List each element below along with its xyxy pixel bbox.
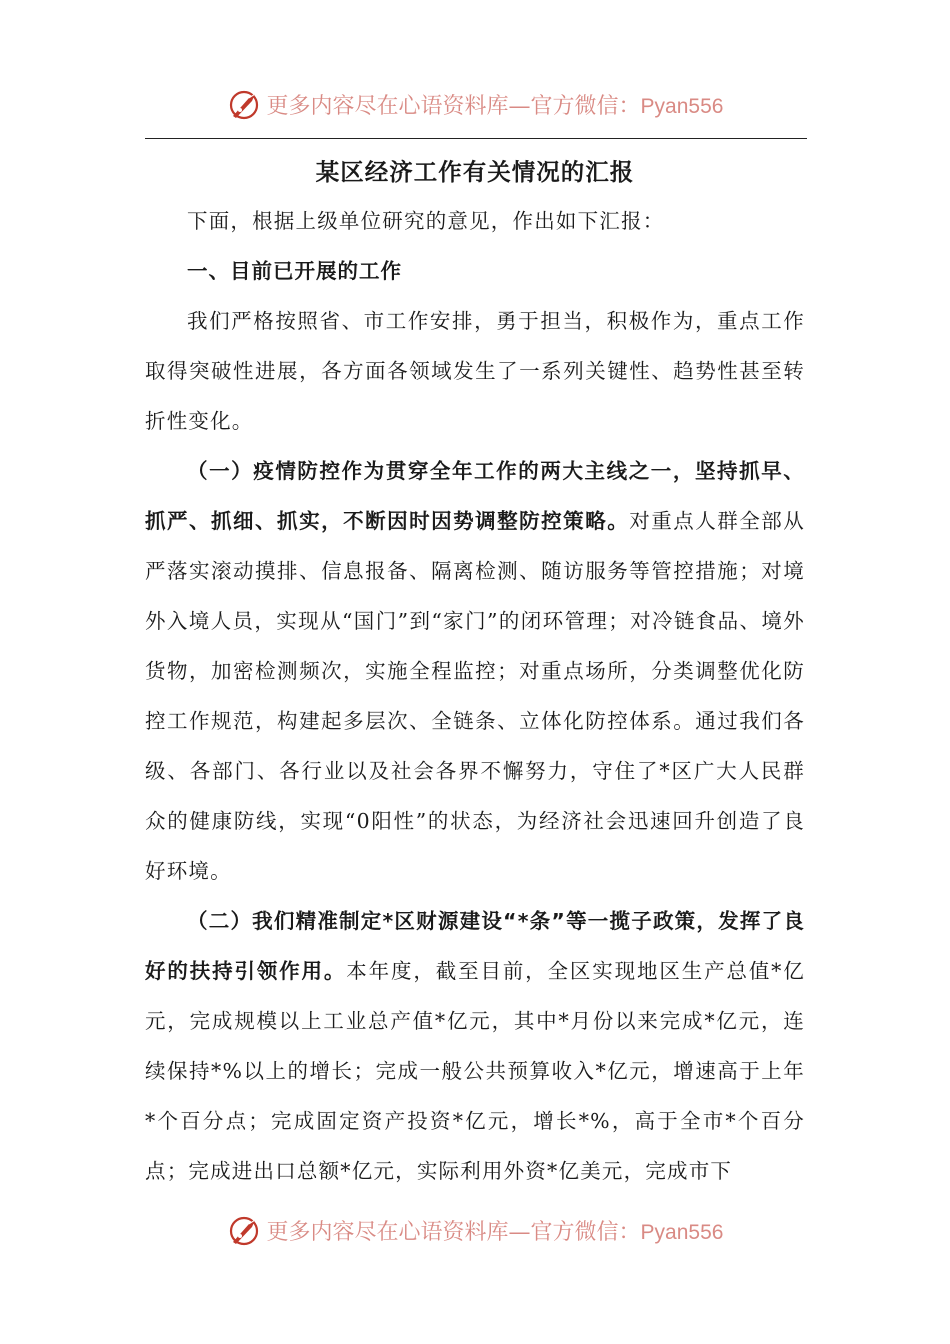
banner-wechat-id: Pyan556	[640, 1220, 724, 1244]
footer-banner	[0, 1208, 950, 1252]
footer-banner-text	[267, 1215, 724, 1246]
header-banner	[0, 82, 950, 126]
section-heading: 一、目前已开展的工作	[187, 259, 402, 283]
pen-nib-circle-icon	[227, 1212, 263, 1248]
document-title: 某区经济工作有关情况的汇报	[315, 158, 635, 186]
item-1-paragraph	[145, 446, 805, 896]
banner-wechat-id: Pyan556	[640, 94, 724, 118]
item-2-paragraph	[145, 896, 805, 1196]
banner-text-cn: 更多内容尽在心语资料库—官方微信：	[266, 93, 641, 119]
item-2-lead: （二）我们精准制定*区财源建设“*条”等一揽子政策，发挥了良好的扶持引领作用。	[145, 909, 805, 983]
item-2-text: 本年度，截至目前，全区实现地区生产总值*亿元，完成规模以上工业总产值*亿元，其中*月份以来完成*亿元，连续保持*%以上的增长；完成一般公共预算收入*亿元，增速高于上年*个百分点；完成固定资产投资*亿元，增长*%，高于全市*个百分点；完成进出口总额*亿元，实际利用外资*亿美元，完成市下	[145, 959, 805, 1183]
header-divider	[145, 138, 807, 139]
paragraph-1: 我们严格按照省、市工作安排，勇于担当，积极作为，重点工作取得突破性进展，各方面各领域发生了一系列关键性、趋势性甚至转折性变化。	[145, 309, 805, 433]
document-body	[145, 148, 805, 1196]
pen-nib-circle-icon	[227, 86, 263, 122]
banner-text-cn: 更多内容尽在心语资料库—官方微信：	[266, 1219, 641, 1245]
item-1-text: 对重点人群全部从严落实滚动摸排、信息报备、隔离检测、随访服务等管控措施；对境外入境人员，实现从“国门”到“家门”的闭环管理；对冷链食品、境外货物，加密检测频次，实施全程监控；对重点场所，分类调整优化防控工作规范，构建起多层次、全链条、立体化防控体系。通过我们各级、各部门、各行业以及社会各界不懈努力，守住了*区广大人民群众的健康防线，实现“0阳性”的状态，为经济社会迅速回升创造了良好环境。	[145, 509, 805, 883]
header-banner-text	[267, 89, 724, 120]
item-1-lead: （一）疫情防控作为贯穿全年工作的两大主线之一，坚持抓早、抓严、抓细、抓实，不断因时因势调整防控策略。	[145, 459, 805, 533]
intro-paragraph: 下面，根据上级单位研究的意见，作出如下汇报：	[187, 209, 665, 233]
